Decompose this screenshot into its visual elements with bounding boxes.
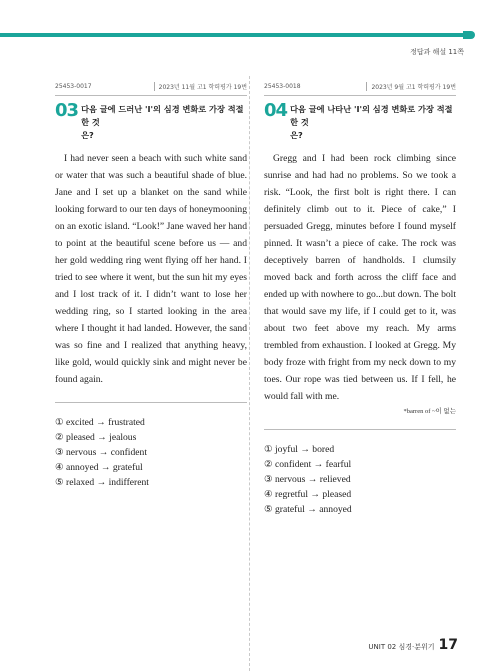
header-rule [0,33,470,37]
column-divider [249,76,250,671]
choice-4[interactable]: ④ annoyed → grateful [55,462,143,473]
page-number: 17 [438,637,458,653]
answer-reference: 정답과 해설 11쪽 [410,48,464,56]
passage-text: I had never seen a beach with such white sand or water that was such a beautiful shade of blue. Jane and I set up a blanket on the sand while looking forward to our ten days of honeymooning on an exotic island. “Look!” Jane waved her hand to point at the beautiful scene before us — and her gold wedding ring went flying off her hand. I tried to see where it went, but the sun hit my eyes and I lost track of it. I didn’t want to lose her wedding ring, so I started looking in the area where I thought it had landed. However, the sand was so fine and I realized that anything heavy, like gold, would quickly sink and might never be found again. [55,153,247,385]
question-prompt-line2: 은? [290,130,303,140]
question-number: 03 [55,100,79,121]
question-code: 25453-0018 [264,82,301,90]
question-meta [264,80,456,96]
choice-2[interactable]: ② pleased → jealous [55,432,137,443]
question-prompt [81,103,247,142]
page-footer [368,637,458,653]
passage [264,150,456,405]
choice-3[interactable]: ③ nervous → confident [55,447,147,458]
choice-5[interactable]: ⑤ relaxed → indifferent [55,477,149,488]
passage-text: Gregg and I had been rock climbing since sunrise and had had no problems. So we took a risk. “Look, the first bolt is right there. I can definitely climb out to it. Piece of cake,” I persuaded Gregg, minutes before I found myself pinned. It wasn’t a piece of cake. The rock was deceptively barren of handholds. I clumsily moved back and forth across the cliff face and ended up with nowhere to go...but down. The bolt that would save my life, if I could get to it, was about two feet above my reach. My arms trembled from exhaustion. I looked at Gregg. My body froze with fright from my neck down to my toes. Our rope was tied between us. If I fell, he would fall with me. [264,153,456,402]
question-header [264,102,456,142]
question-source: 2023년 11월 고1 학력평가 19번 [154,82,247,91]
choice-5[interactable]: ⑤ grateful → annoyed [264,504,352,515]
unit-label: UNIT 02 심경·분위기 [368,643,435,651]
answer-choices [264,442,456,517]
passage-separator [264,429,456,430]
question-03 [55,80,247,490]
question-meta [55,80,247,96]
question-code: 25453-0017 [55,82,92,90]
question-header [55,102,247,142]
choice-1[interactable]: ① excited → frustrated [55,417,145,428]
question-prompt-line1: 다음 글에 드러난 'I'의 심경 변화로 가장 적절한 것 [81,104,244,127]
question-prompt [290,103,456,142]
question-04 [264,80,456,517]
choice-1[interactable]: ① joyful → bored [264,444,335,455]
question-source: 2023년 9월 고1 학력평가 19번 [366,82,456,91]
header-rule-cap [463,31,475,39]
question-prompt-line2: 은? [81,130,94,140]
question-prompt-line1: 다음 글에 나타난 'I'의 심경 변화로 가장 적절한 것 [290,104,453,127]
answer-choices [55,415,247,490]
choice-4[interactable]: ④ regretful → pleased [264,489,352,500]
passage [55,150,247,388]
choice-2[interactable]: ② confident → fearful [264,459,352,470]
question-number: 04 [264,100,288,121]
passage-separator [55,402,247,403]
choice-3[interactable]: ③ nervous → relieved [264,474,351,485]
footnote: *barren of ~이 없는 [403,408,456,415]
